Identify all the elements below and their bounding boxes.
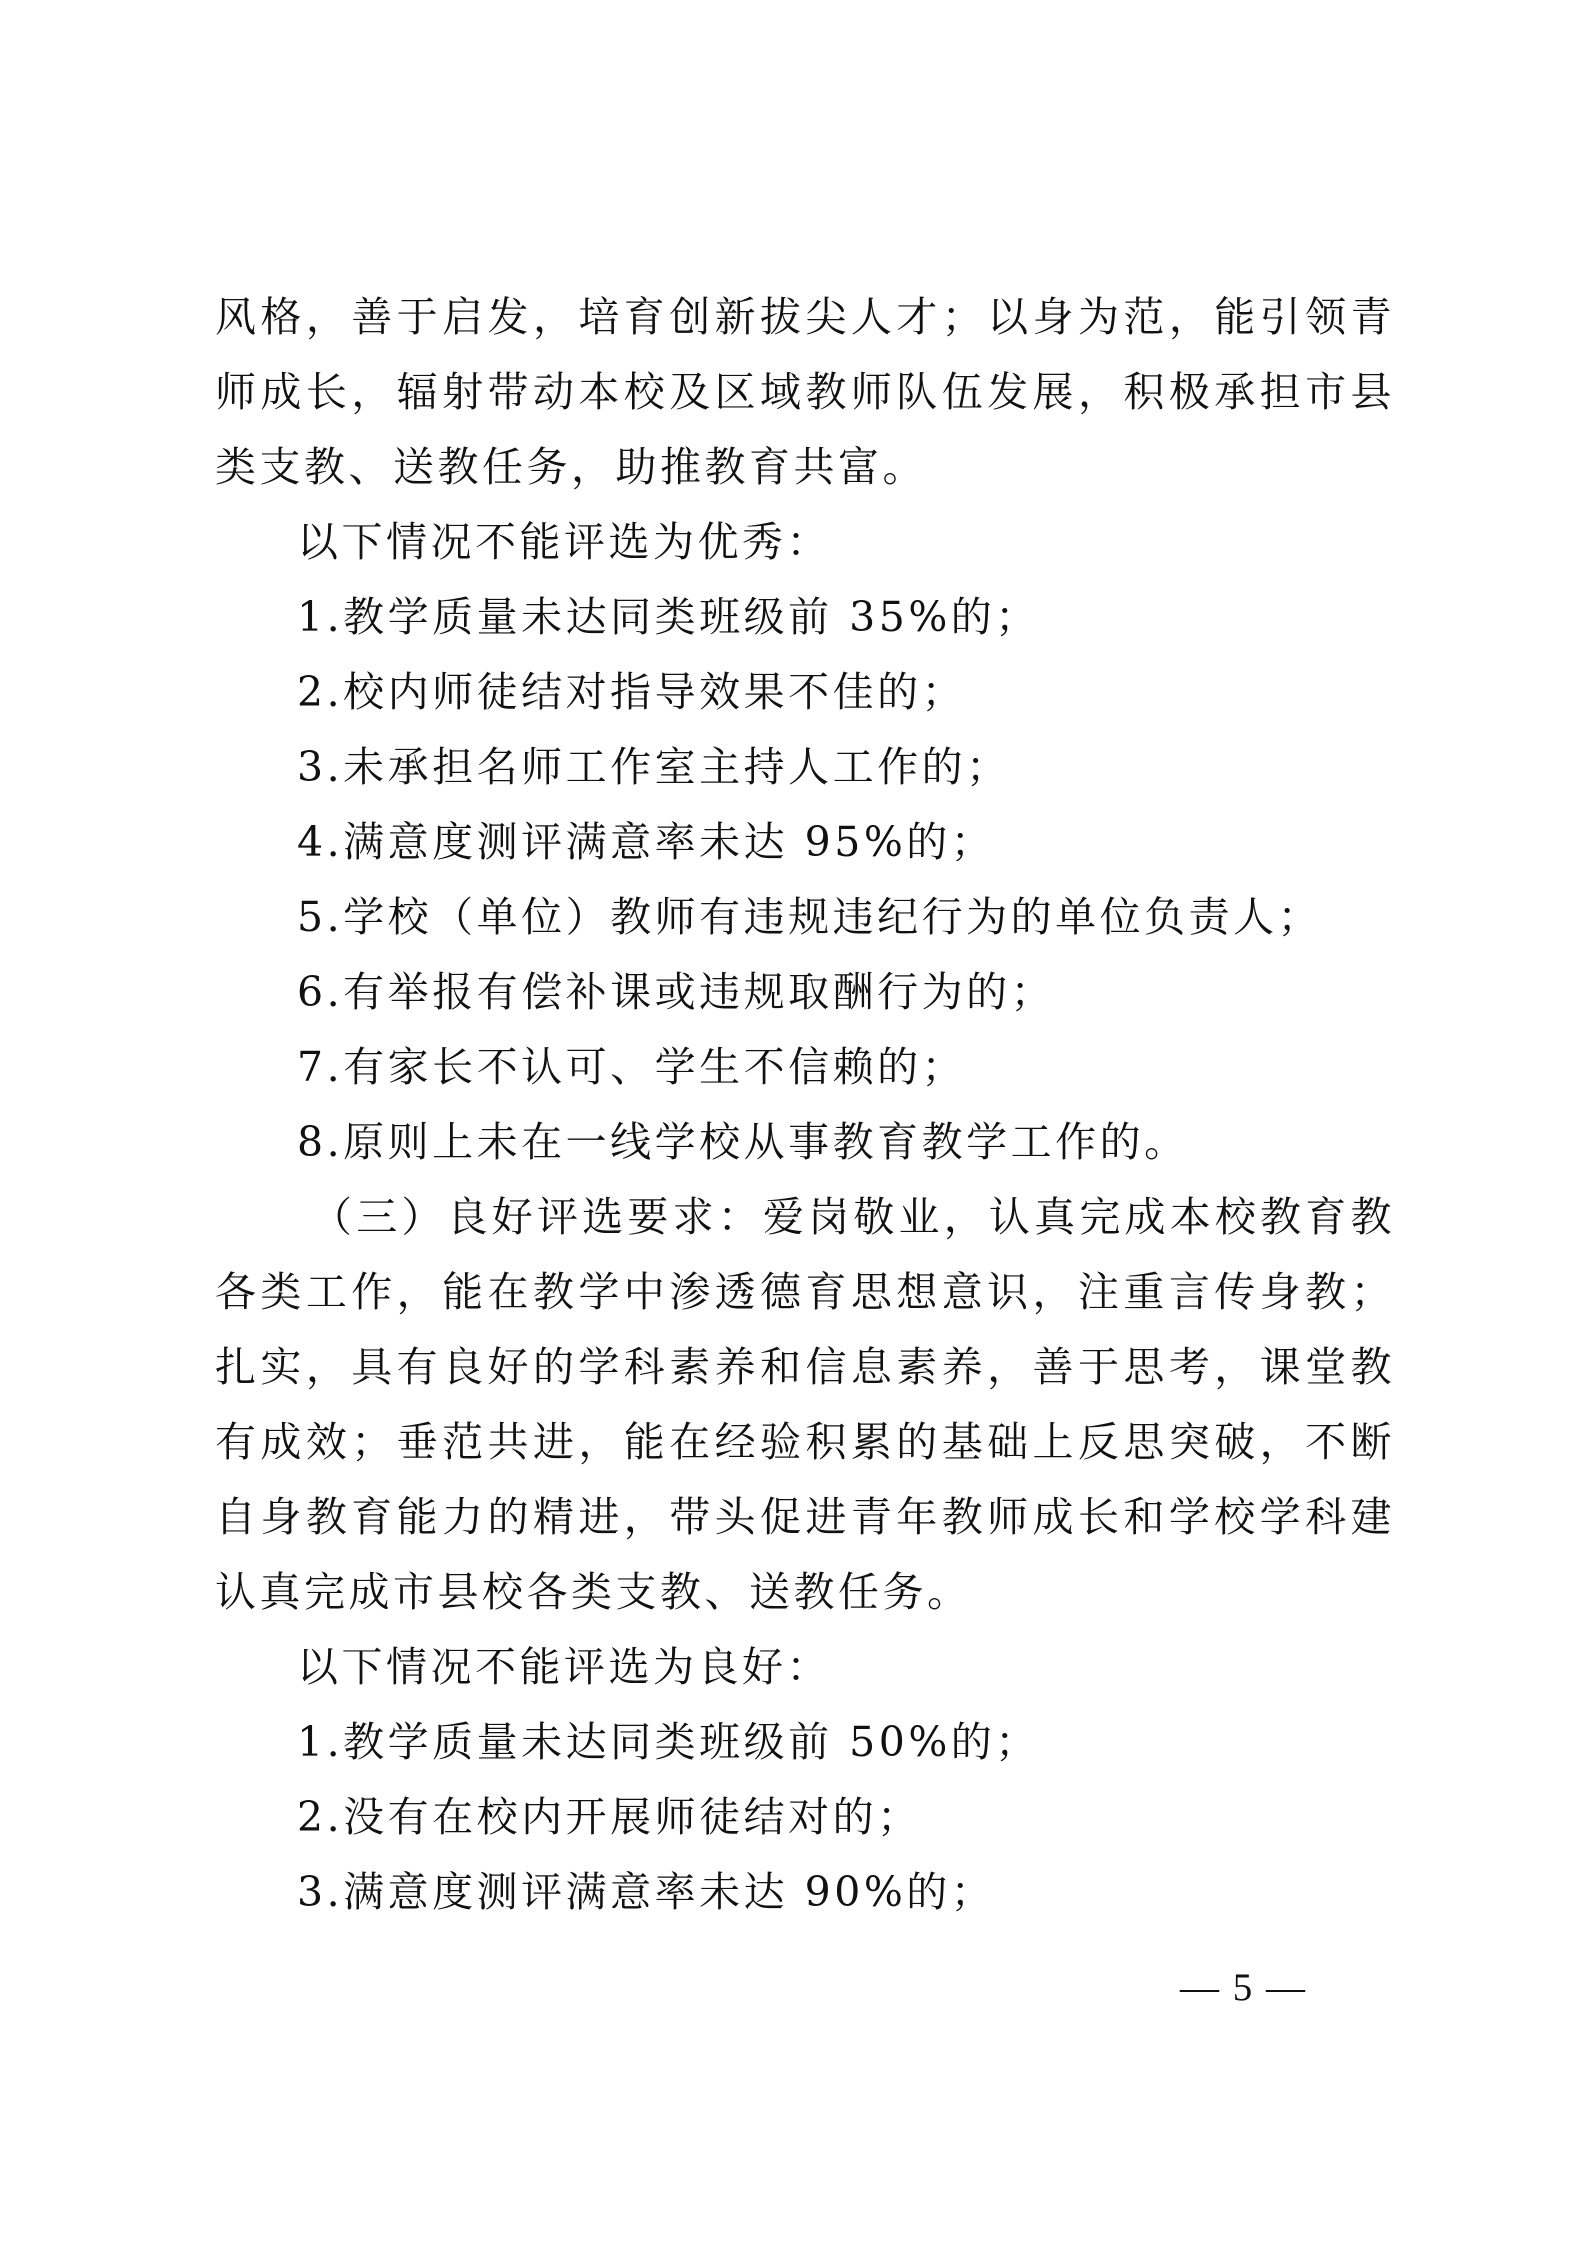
page-number: — 5 — — [1180, 1966, 1307, 2009]
excellent-exclusion-item: 3.未承担名师工作室主持人工作的； — [297, 743, 1011, 791]
good-requirements-line: 各类工作，能在教学中渗透德育思想意识，注重言传身教； — [215, 1268, 1395, 1316]
document-body — [215, 280, 1395, 1930]
paragraph-line: 师成长，辐射带动本校及区域教师队伍发展，积极承担市县 — [215, 368, 1395, 416]
paragraph-line: 风格，善于启发，培育创新拔尖人才；以身为范，能引领青 — [215, 293, 1395, 341]
excellent-exclusion-item: 6.有举报有偿补课或违规取酬行为的； — [297, 968, 1056, 1016]
excellent-exclusions-heading: 以下情况不能评选为优秀： — [297, 518, 831, 566]
good-exclusion-item: 3.满意度测评满意率未达 90%的； — [297, 1868, 996, 1916]
good-requirements-line: 自身教育能力的精进，带头促进青年教师成长和学校学科建 — [215, 1493, 1395, 1541]
good-requirements-line: （三）良好评选要求：爱岗敬业，认真完成本校教育教 — [311, 1193, 1395, 1241]
good-exclusion-item: 1.教学质量未达同类班级前 50%的； — [297, 1718, 1040, 1766]
excellent-exclusion-item: 4.满意度测评满意率未达 95%的； — [297, 818, 996, 866]
excellent-exclusion-item: 2.校内师徒结对指导效果不佳的； — [297, 668, 967, 716]
paragraph-line: 类支教、送教任务，助推教育共富。 — [215, 443, 927, 491]
good-requirements-line: 有成效；垂范共进，能在经验积累的基础上反思突破，不断 — [215, 1418, 1395, 1466]
excellent-exclusion-item: 8.原则上未在一线学校从事教育教学工作的。 — [297, 1118, 1189, 1166]
good-requirements-line: 认真完成市县校各类支教、送教任务。 — [215, 1568, 972, 1616]
good-exclusion-item: 2.没有在校内开展师徒结对的； — [297, 1793, 922, 1841]
excellent-exclusion-item: 1.教学质量未达同类班级前 35%的； — [297, 593, 1040, 641]
good-requirements-line: 扎实，具有良好的学科素养和信息素养，善于思考，课堂教 — [215, 1343, 1395, 1391]
excellent-exclusion-item: 7.有家长不认可、学生不信赖的； — [297, 1043, 967, 1091]
excellent-exclusion-item: 5.学校（单位）教师有违规违纪行为的单位负责人； — [297, 893, 1323, 941]
good-exclusions-heading: 以下情况不能评选为良好： — [297, 1643, 831, 1691]
